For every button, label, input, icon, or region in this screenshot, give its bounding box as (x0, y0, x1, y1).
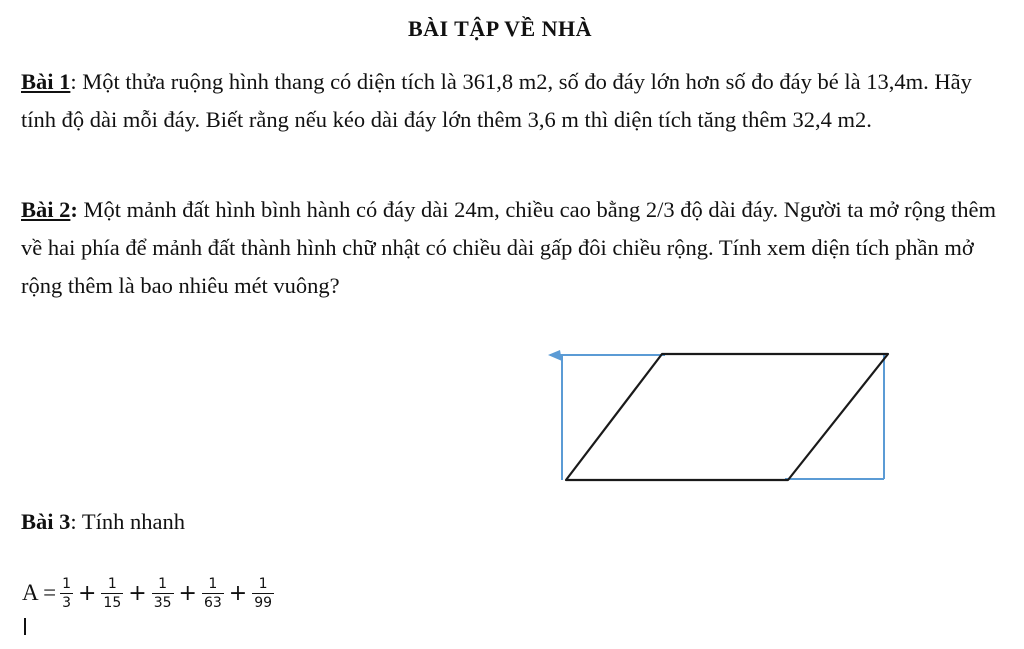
fraction-4-denominator: 63 (203, 594, 222, 611)
problem-3-label: Bài 3 (21, 509, 71, 534)
fraction-bar (60, 593, 73, 594)
fraction-4-numerator: 1 (208, 575, 218, 592)
fraction-5-denominator: 99 (254, 594, 273, 611)
fraction-bar (252, 593, 274, 594)
fraction-bar (101, 593, 123, 594)
fraction-bar (152, 593, 174, 594)
plus-sign: + (228, 580, 248, 606)
fraction-2-denominator: 15 (103, 594, 122, 611)
fraction-2 (101, 576, 123, 611)
parallelogram (566, 354, 888, 480)
formula-lhs: A = (22, 580, 57, 605)
fraction-bar (202, 593, 224, 594)
fraction-5 (252, 576, 274, 611)
fraction-2-numerator: 1 (107, 575, 117, 592)
fraction-1 (60, 576, 73, 611)
problem-2-text: Một mảnh đất hình bình hành có đáy dài 24m, chiều cao bằng 2/3 độ dài đáy. Người ta mở rộng thêm về hai phía để mảnh đất thành hình chữ nhật có chiều dài gấp đôi chiều rộng. Tính xem diện tích phần mở rộng thêm là bao nhiêu mét vuông? (21, 197, 996, 298)
problem-2-colon: : (70, 197, 78, 222)
fraction-3-numerator: 1 (158, 575, 168, 592)
fraction-1-denominator: 3 (62, 594, 71, 611)
fraction-1-numerator: 1 (62, 575, 71, 592)
rectangle-corner-marker (548, 350, 562, 361)
problem-1-text: : Một thửa ruộng hình thang có diện tích là 361,8 m2, số đo đáy lớn hơn số đo đáy bé là 13,4m. Hãy tính độ dài mỗi đáy. Biết rằng nếu kéo dài đáy lớn thêm 3,6 m thì diện tích tăng thêm 32,4 m2. (21, 69, 972, 132)
problem-1-label: Bài 1 (21, 69, 71, 94)
parallelogram-figure (540, 345, 900, 490)
problem-3 (21, 503, 996, 541)
fraction-5-numerator: 1 (258, 575, 268, 592)
plus-sign: + (178, 580, 197, 606)
problem-2-label: Bài 2 (21, 197, 71, 222)
problem-1 (21, 63, 996, 139)
fraction-3-denominator: 35 (153, 594, 172, 611)
problem-2 (21, 191, 996, 305)
page-title: BÀI TẬP VỀ NHÀ (407, 16, 593, 41)
text-cursor[interactable] (24, 618, 26, 635)
formula (22, 563, 274, 623)
plus-sign: + (77, 580, 97, 606)
fraction-3 (152, 576, 174, 611)
problem-3-text: : Tính nhanh (70, 509, 185, 534)
fraction-4 (202, 576, 224, 611)
plus-sign: + (128, 580, 147, 606)
